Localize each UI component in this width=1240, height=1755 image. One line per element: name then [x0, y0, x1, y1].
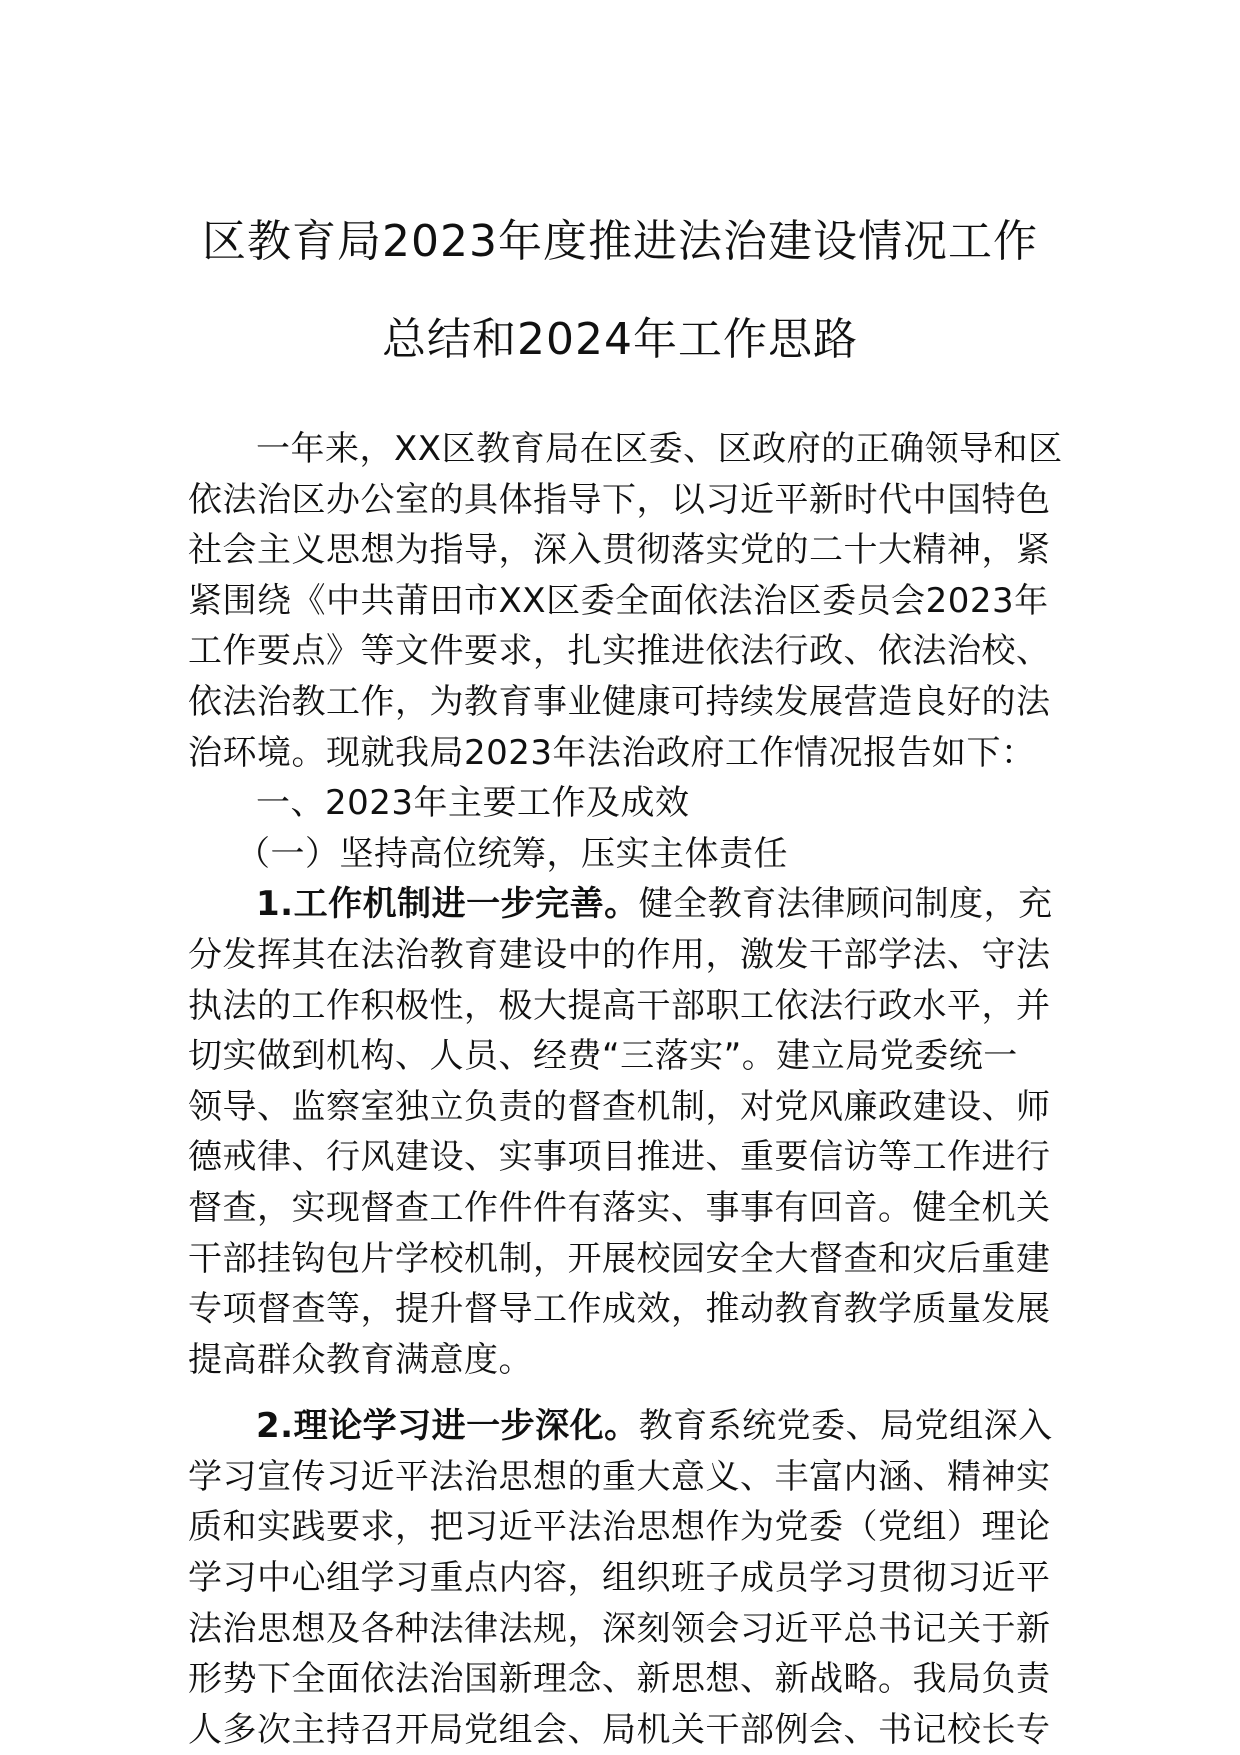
- text-line: 领导、监察室独立负责的督查机制，对党风廉政建设、师: [188, 1086, 1051, 1127]
- text-line: 执法的工作积极性，极大提高干部职工依法行政水平，并: [188, 985, 1051, 1026]
- item-1-first-line: 健全教育法律顾问制度，充: [638, 884, 1053, 925]
- text-line: 专项督查等，提升督导工作成效，推动教育教学质量发展: [188, 1289, 1051, 1330]
- text-line: 德戒律、行风建设、实事项目推进、重要信访等工作进行: [188, 1137, 1051, 1178]
- text-line: 督查，实现督查工作件件有落实、事事有回音。健全机关: [188, 1187, 1051, 1228]
- text-line: 切实做到机构、人员、经费“三落实”。建立局党委统一: [188, 1036, 1018, 1077]
- text-line: 提高群众教育满意度。: [188, 1339, 533, 1380]
- text-line: 治环境。现就我局2023年法治政府工作情况报告如下：: [188, 732, 1036, 773]
- text-line: 一年来，XX区教育局在区委、区政府的正确领导和区: [256, 429, 1063, 469]
- item-1-paragraph: [188, 879, 1053, 1385]
- text-line: 干部挂钩包片学校机制，开展校园安全大督查和灾后重建: [188, 1238, 1051, 1279]
- text-line: 工作要点》等文件要求，扎实推进依法行政、依法治校、: [188, 631, 1051, 672]
- subsection-heading: （一）坚持高位统筹，压实主体责任: [236, 833, 788, 874]
- text-line: 紧围绕《中共莆田市XX区委全面依法治区委员会2023年: [188, 580, 1049, 621]
- document-body: [188, 424, 1063, 1755]
- item-1-heading: 1.工作机制进一步完善。: [256, 884, 639, 925]
- section-heading: 一、2023年主要工作及成效: [256, 783, 690, 824]
- text-line: 人多次主持召开局党组会、局机关干部例会、书记校长专: [188, 1709, 1051, 1750]
- document-title-line-1: 区教育局2023年度推进法治建设情况工作: [202, 216, 1038, 267]
- text-line: 学习中心组学习重点内容，组织班子成员学习贯彻习近平: [188, 1558, 1051, 1599]
- text-line: 分发挥其在法治教育建设中的作用，激发干部学法、守法: [188, 934, 1051, 975]
- text-line: 依法治教工作，为教育事业健康可持续发展营造良好的法: [188, 681, 1051, 722]
- text-line: 社会主义思想为指导，深入贯彻落实党的二十大精神，紧: [188, 530, 1051, 571]
- text-line: 依法治区办公室的具体指导下，以习近平新时代中国特色: [188, 479, 1051, 520]
- document-title-line-2: 总结和2024年工作思路: [382, 314, 858, 365]
- text-line: 法治思想及各种法律法规，深刻领会习近平总书记关于新: [188, 1608, 1051, 1649]
- text-line: 形势下全面依法治国新理念、新思想、新战略。我局负责: [188, 1659, 1051, 1700]
- item-2-first-line: 教育系统党委、局党组深入: [638, 1406, 1053, 1447]
- text-line: [188, 879, 1053, 930]
- intro-paragraph: [188, 424, 1063, 778]
- item-2-paragraph: [188, 1401, 1053, 1755]
- item-2-heading: 2.理论学习进一步深化。: [256, 1406, 639, 1447]
- text-line: 质和实践要求，把习近平法治思想作为党委（党组）理论: [188, 1507, 1051, 1548]
- text-line: 学习宣传习近平法治思想的重大意义、丰富内涵、精神实: [188, 1456, 1051, 1497]
- text-line: [188, 1401, 1053, 1452]
